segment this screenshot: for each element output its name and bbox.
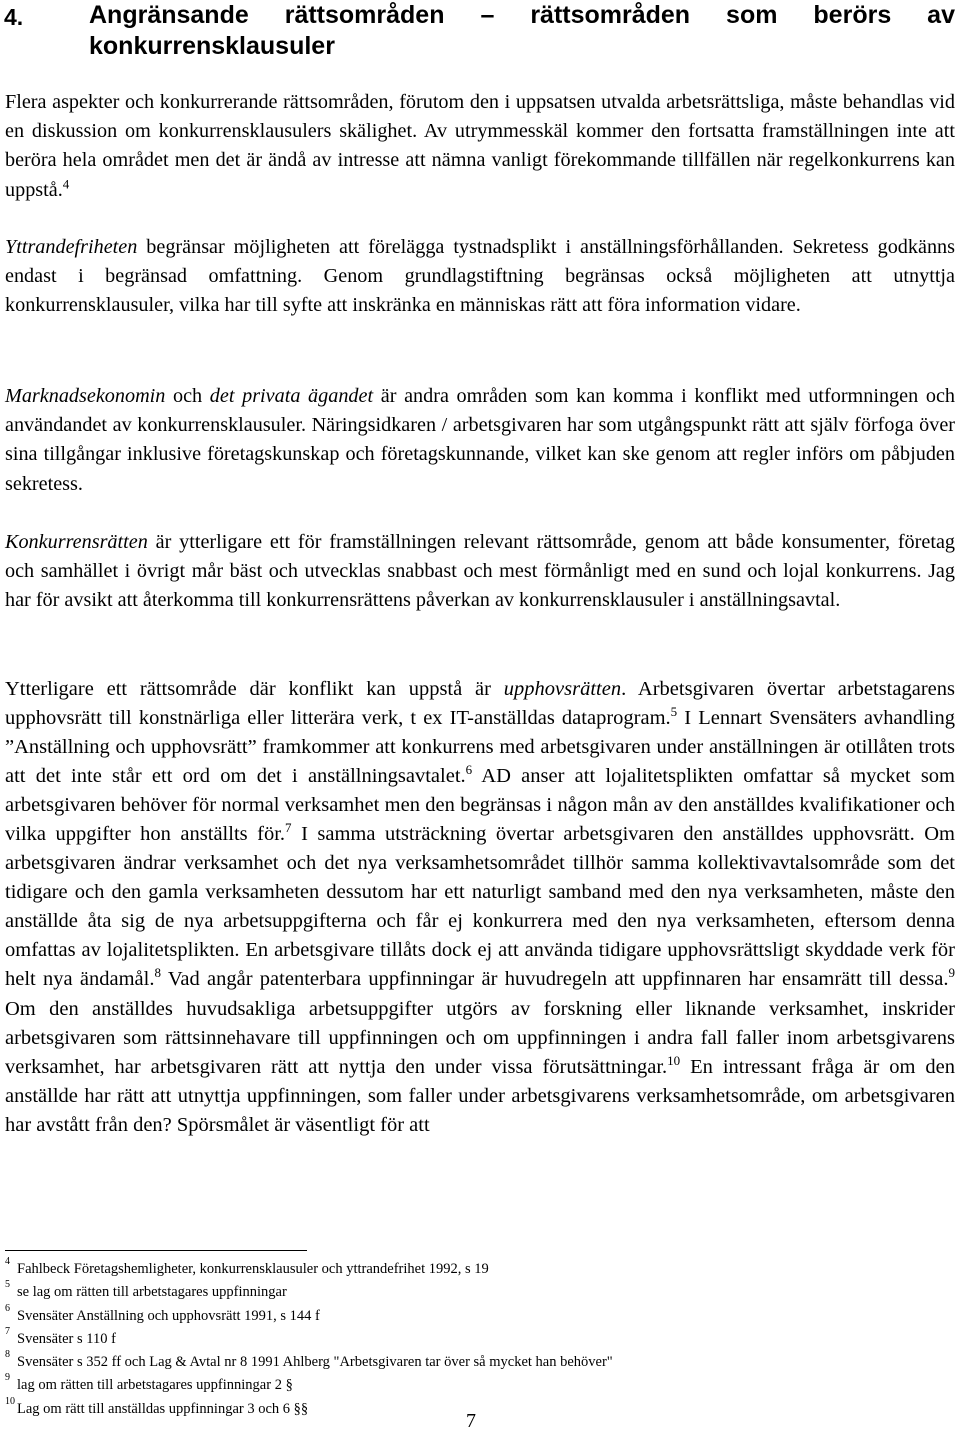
paragraph-marknadsekonomi [5, 382, 955, 499]
paragraph-text: Om den anställdes huvudsakliga arbetsuppgifter utgörs av forskning eller liknande verksamhet, inskrider arbetsgivaren som rättsinnehavare till uppfinningen och om uppfinningen i andra fall faller inom arbetsgivarens verksamhet, har arbetsgivaren rätt att nyttja den under vissa förutsättningar. [5, 997, 955, 1078]
footnote-8 [5, 1351, 955, 1374]
paragraph-upphovsratt [5, 675, 955, 1140]
paragraph-text: En intressant fråga är om den anställde har rätt att utnyttja uppfinningen, som faller under arbetsgivarens verksamhetsområde, om arbetsgivaren har avstått från den? Spörsmålet är väsentligt för att [5, 1055, 955, 1136]
footnote-5 [5, 1281, 955, 1304]
footnote-text: Svensäter s 352 ff och Lag & Avtal nr 8 1991 Ahlberg "Arbetsgivaren tar över så mycket han behöver" [17, 1354, 613, 1371]
footnote-text: Svensäter s 110 f [17, 1330, 116, 1347]
footnote-separator [5, 1250, 307, 1251]
paragraph-yttrandefrihet [5, 233, 955, 321]
footnote-ref-9[interactable]: 9 [948, 965, 956, 981]
paragraph-text: är ytterligare ett för framställningen relevant rättsområde, genom att både konsumenter, företag och samhället i övrigt mår bäst och utvecklas snabbast och mest förmånligt med en sund och lojal konkurrens. Jag har för avsikt att återkomma till konkurrensrättens påverkan av konkurrensklausuler i anställningsavtal. [5, 531, 955, 612]
paragraph-text: . Arbetsgivaren övertar arbetstagarens upphovsrätt till konstnärliga eller litterära verk, t ex IT-anställdas dataprogram. [5, 678, 955, 730]
footnote-number: 4 [5, 1256, 10, 1267]
section-number: 4. [4, 4, 24, 30]
section-title-line-2: konkurrensklausuler [89, 32, 335, 60]
footnote-ref-10[interactable]: 10 [667, 1052, 681, 1068]
page-number: 7 [466, 1410, 476, 1432]
paragraph-regelkonkurrens [5, 88, 955, 205]
footnote-text: se lag om rätten till arbetstagares uppfinningar [17, 1284, 287, 1301]
footnote-text: Svensäter Anställning och upphovsrätt 1991, s 144 f [17, 1307, 320, 1324]
footnote-number: 9 [5, 1372, 10, 1384]
footnote-10 [5, 1395, 955, 1421]
footnote-7 [5, 1325, 955, 1351]
section-title-line-1: Angränsande rättsområden – rättsområden som berörs av [89, 1, 955, 29]
footnote-ref-5[interactable]: 5 [670, 704, 678, 720]
paragraph-text: Vad angår patenterbara uppfinningar är huvudregeln att uppfinnaren har ensamrätt till dessa. [160, 968, 949, 991]
footnote-number: 10 [5, 1395, 15, 1407]
term-upphovsratten: upphovsrätten [503, 678, 622, 700]
footnote-6 [5, 1302, 955, 1328]
paragraph-text: är andra områden som kan komma i konflikt med utformningen och användandet av konkurrensklausuler. Näringsidkaren / arbetsgivaren har som utgångspunkt rätt att själv förfoga över sina tillgångar inklusive företagskunskap och företagskunnande, vilket kan ske genom att regler införs om påbjuden sekretess. [5, 385, 955, 495]
term-privata-agandet: det privata ägandet [209, 385, 374, 407]
paragraph-text: I samma utsträckning övertar arbetsgivaren den anställdes upphovsrätt. Om arbetsgivaren ändrar verksamhet och det nya verksamhetsområdet tillhör samma kollektivavtalsområde som det tidigare och den gamla verksamheten dessutom har ett naturligt samband med den nya verksamheten, måste den anställde åta sig de nya arbetsuppgifterna och får ej konkurrera med den nya verksamheten, eftersom denna omfattas av lojalitetsplikten. En arbetsgivare tillåts dock ej att använda tidigare upphovsrättsligt skyddade verk för helt nya ändamål. [5, 823, 956, 991]
footnote-text: Fahlbeck Företagshemligheter, konkurrensklausuler och yttrandefrihet 1992, s 19 [17, 1261, 489, 1277]
paragraph-text: AD anser att lojalitetsplikten omfattar så mycket som arbetsgivaren behöver för normal verksamhet men den begränsas i någon mån av den anställdes kvalifikationer och vilka uppgifter hon anställts för. [5, 765, 956, 846]
footnote-number: 5 [5, 1279, 10, 1291]
paragraph-text: I Lennart Svensäters avhandling ”Anställning och upphovsrätt” framkommer att konkurrens med arbetsgivaren under anställningen är otillåten trots att det inte står ett ord om det i anställningsavtalet. [5, 707, 955, 788]
footnote-ref-8[interactable]: 8 [154, 965, 161, 981]
term-marknadsekonomin: Marknadsekonomin [5, 385, 166, 407]
paragraph-konkurrensratt [5, 528, 955, 616]
paragraph-text: begränsar möjligheten att förelägga tystnadsplikt i anställningsförhållanden. Sekretess godkänns endast i begränsad omfattning. Genom grundlagstiftning begränsas också möjligheten att utnyttja konkurrensklausuler, vilka har till syfte att inskränka en människas rätt att föra information vidare. [5, 236, 955, 317]
footnote-4 [5, 1258, 955, 1281]
footnote-text: lag om rätten till arbetstagares uppfinningar 2 § [17, 1377, 293, 1394]
footnote-ref-6[interactable]: 6 [465, 762, 473, 778]
paragraph-text: och [165, 385, 210, 407]
footnote-number: 6 [5, 1302, 10, 1314]
footnotes [5, 1258, 955, 1421]
footnote-ref-7[interactable]: 7 [285, 820, 292, 836]
footnote-9 [5, 1374, 955, 1397]
term-konkurrensratten: Konkurrensrätten [5, 531, 148, 553]
paragraph-text: Ytterligare ett rättsområde där konflikt kan uppstå är [5, 678, 504, 700]
footnote-text: Lag om rätt till anställdas uppfinningar 3 och 6 §§ [17, 1400, 309, 1417]
paragraph-text: Flera aspekter och konkurrerande rättsområden, förutom den i uppsatsen utvalda arbetsrättsliga, måste behandlas vid en diskussion om konkurrensklausulers skälighet. Av utrymmesskäl kommer den fortsatta framställningen inte att beröra hela området men det är ändå av intresse att nämna vanligt förekommande tillfällen när regelkonkurrens kan uppstå. [5, 91, 955, 201]
term-yttrandefriheten: Yttrandefriheten [5, 236, 138, 258]
footnote-number: 8 [5, 1349, 10, 1361]
footnote-ref-4[interactable]: 4 [62, 175, 70, 191]
footnote-number: 7 [5, 1325, 10, 1337]
